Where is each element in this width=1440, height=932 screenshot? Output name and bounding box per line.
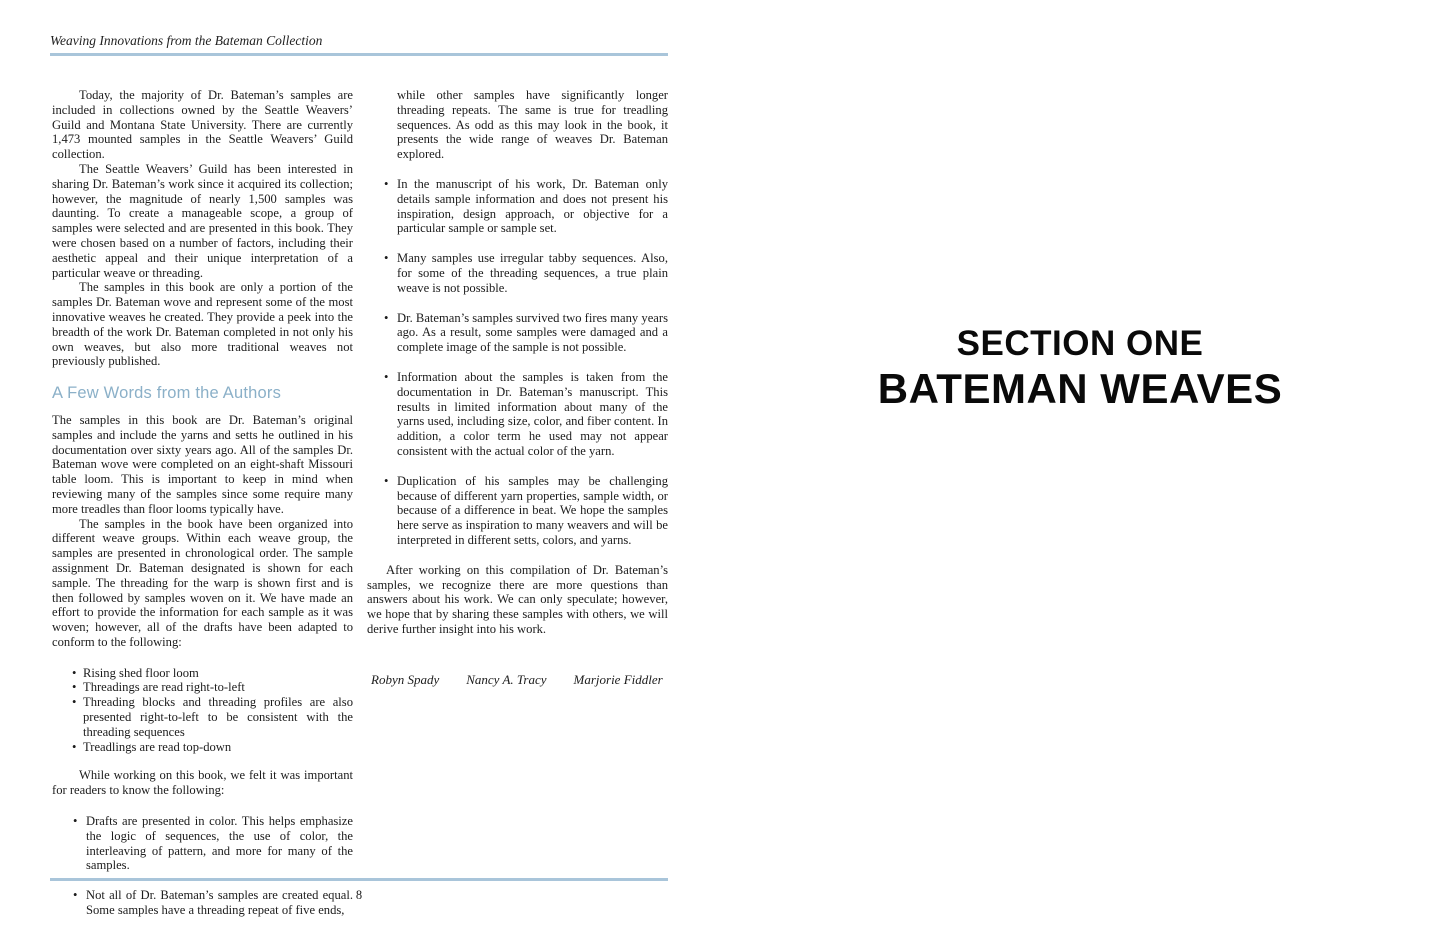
section-heading-block (720, 326, 1440, 411)
list-item: • Not all of Dr. Bateman’s samples are created equal. Some samples have a threading repeat of five ends, (72, 888, 353, 918)
page-number: 8 (355, 888, 363, 902)
paragraph: The samples in this book are Dr. Bateman’s original samples and include the yarns and setts he outlined in his documentation over sixty years ago. All of the samples Dr. Bateman wove were completed on an eight-shaft Missouri table loom. This is important to keep in mind when reviewing many of the samples since some require many more treadles than floor looms typically have. (52, 412, 353, 516)
right-page (720, 0, 1440, 932)
list-item: • Information about the samples is taken from the documentation in Dr. Bateman’s manuscript. This results in limited information about many of the yarns used, including size, color, and fiber content. In addition, a color term he used may not appear consistent with the actual color of the yarn. (384, 370, 668, 459)
list-item: • Treadlings are read top-down (72, 740, 353, 755)
header-rule (50, 53, 668, 56)
list-item: • Drafts are presented in color. This helps emphasize the logic of sequences, the use of color, the interleaving of pattern, and more for many of the samples. (72, 814, 353, 873)
list-item-continuation: while other samples have significantly longer threading repeats. The same is true for treadling sequences. As odd as this may look in the book, it presents the wide range of weaves Dr. Bateman explored. (397, 88, 668, 162)
reader-notes-list-continued (384, 177, 668, 548)
author-name: Marjorie Fiddler (573, 671, 663, 687)
section-subheading: A Few Words from the Authors (52, 384, 282, 403)
running-title: Weaving Innovations from the Bateman Collection (50, 33, 323, 48)
paragraph: The samples in the book have been organized into different weave groups. Within each weave group, the samples are presented in chronological order. The sample assignment Dr. Bateman designated is shown for each sample. The threading for the warp is shown first and is then followed by samples woven on it. We have made an effort to provide the information for each sample as it was woven; however, all of the drafts have been adapted to conform to the following: (52, 516, 353, 649)
text-columns (52, 88, 668, 918)
column-2 (367, 88, 668, 918)
list-item: • Threading blocks and threading profiles are also presented right-to-left to be consistent with the threading sequences (72, 695, 353, 739)
paragraph: The Seattle Weavers’ Guild has been interested in sharing Dr. Bateman’s work since it acquired its collection; however, the magnitude of nearly 1,500 samples was daunting. To create a manageable scope, a group of samples were selected and are presented in this book. They were chosen based on a number of factors, including their aesthetic appeal and their unique interpretation of a particular weave or threading. (52, 161, 353, 280)
author-signatures (367, 673, 668, 688)
paragraph: Today, the majority of Dr. Bateman’s samples are included in collections owned by the Seattle Weavers’ Guild and Montana State University. There are currently 1,473 mounted samples in the Seattle Weavers’ Guild collection. (52, 88, 353, 162)
column-1 (52, 88, 353, 918)
list-item: • Many samples use irregular tabby sequences. Also, for some of the threading sequences, a true plain weave is not possible. (384, 251, 668, 295)
paragraph: The samples in this book are only a portion of the samples Dr. Bateman wove and represent some of the most innovative weaves he created. They provide a peek into the breadth of the work Dr. Bateman completed in not only his own weaves, but also more traditional weaves not previously published. (52, 280, 353, 369)
list-item: • Threadings are read right-to-left (72, 680, 353, 695)
paragraph: While working on this book, we felt it was important for readers to know the following: (52, 768, 353, 798)
drafts-convention-list (72, 666, 353, 755)
author-name: Nancy A. Tracy (466, 671, 547, 687)
section-kicker: SECTION ONE (956, 324, 1204, 363)
closing-paragraph: After working on this compilation of Dr. Bateman’s samples, we recognize there are more questions than answers about his work. We can only speculate; however, we hope that by sharing these samples with others, we will derive further insight into his work. (367, 562, 668, 636)
author-name: Robyn Spady (371, 671, 440, 687)
footer-rule (50, 878, 668, 881)
list-item: • Duplication of his samples may be challenging because of different yarn properties, sample width, or because of a difference in beat. We hope the samples here serve as inspiration to many weavers and will be interpreted in different setts, colors, and yarns. (384, 474, 668, 548)
list-item: • Dr. Bateman’s samples survived two fires many years ago. As a result, some samples were damaged and a complete image of the sample is not possible. (384, 311, 668, 355)
section-title: BATEMAN WEAVES (877, 365, 1283, 412)
list-item: • Rising shed floor loom (72, 666, 353, 681)
list-item: • In the manuscript of his work, Dr. Bateman only details sample information and does not present his inspiration, design approach, or objective for a particular sample or sample set. (384, 177, 668, 236)
